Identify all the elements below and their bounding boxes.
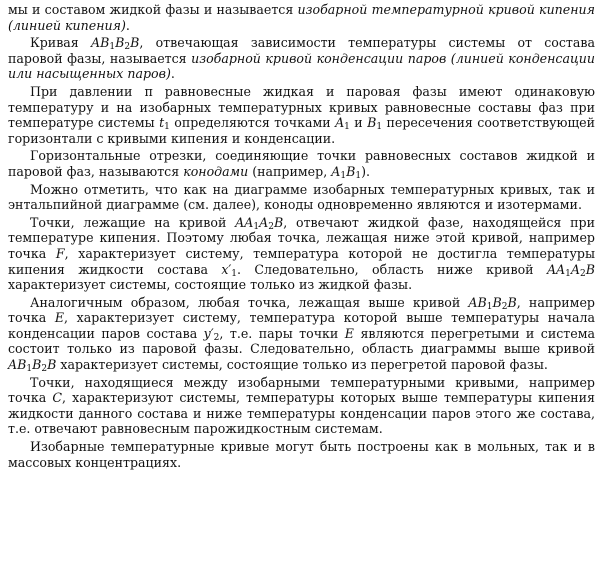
subscript: 2	[124, 42, 131, 53]
text-run: , например точка	[8, 294, 595, 326]
subscript: 1	[376, 122, 383, 133]
text-run: определяются точками	[169, 115, 336, 131]
italic-text: A	[259, 214, 269, 230]
italic-text: B	[492, 294, 502, 310]
subscript: 1	[109, 42, 116, 53]
text-run: , характеризует систему, температура которой не достигла температуры кипения жидкости состава	[8, 245, 595, 277]
subscript: 1	[253, 221, 260, 232]
text-run: являются перегретыми и система состоит только из паровой фазы. Следовательно, область диаграммы выше кривой	[8, 325, 595, 357]
italic-text: E	[54, 310, 65, 326]
italic-text: B	[585, 261, 595, 277]
italic-text: изобарной температурной кривой кипения (линией кипения)	[8, 2, 595, 33]
text-run: Аналогичным образом, любая точка, лежащая выше кривой	[30, 294, 469, 310]
text-run: Точки, находящиеся между изобарными температурными кривыми, например точка	[8, 374, 595, 406]
italic-text: A	[331, 163, 341, 179]
text-run: пересечения соответствующей горизонтали с кривыми кипения и конденсации.	[8, 115, 595, 146]
text-run: При давлении π равновесные жидкая и паровая фазы имеют одинаковую температуру и на изобарных температурных кривых равновесные составы фаз при температуре системы	[8, 83, 595, 131]
subscript: 2	[501, 301, 508, 312]
paragraph	[8, 375, 595, 437]
text-run: Изобарные температурные кривые могут быть построены как в мольных, так и в массовых концентрациях.	[8, 439, 595, 470]
subscript: 1	[164, 122, 170, 133]
text-run: Кривая	[30, 35, 91, 51]
subscript: 2	[268, 221, 274, 232]
paragraph	[8, 84, 595, 146]
italic-text: B	[115, 35, 125, 51]
paragraph	[8, 148, 595, 179]
italic-text: F	[55, 245, 65, 261]
text-run: Горизонтальные отрезки, соединяющие точки равновесных составов жидкой и паровой фаз, называются	[8, 148, 595, 179]
subscript: 2	[41, 364, 48, 375]
text-run: ).	[361, 163, 370, 179]
subscript: 1	[344, 122, 350, 133]
paragraph	[8, 295, 595, 373]
subscript: 1	[486, 301, 493, 312]
text-run: . Следовательно, область ниже кривой	[237, 261, 547, 277]
paragraph	[8, 215, 595, 293]
italic-text: AB	[8, 357, 27, 373]
subscript: 1	[26, 364, 33, 375]
subscript: 1	[565, 268, 571, 279]
paragraph	[8, 439, 595, 470]
italic-text: B	[346, 163, 356, 179]
subscript: 1	[340, 170, 347, 181]
text-run: , отвечают жидкой фазе, находящейся при температуре кипения. Поэтому любая точка, лежащая ниже этой кривой, например точка	[8, 214, 595, 261]
text-run: .	[125, 17, 130, 33]
italic-text: конодами	[183, 163, 249, 179]
subscript: 1	[231, 268, 238, 279]
text-run: и	[349, 115, 368, 131]
text-run: (например,	[248, 163, 332, 179]
italic-text: AA	[546, 261, 566, 277]
paragraph	[8, 35, 595, 82]
text-run: , т.е. пары точки	[219, 325, 345, 341]
italic-text: B	[47, 357, 57, 373]
text-run: , характеризует систему, температура которой выше температуры начала конденсации паров состава	[8, 310, 595, 341]
italic-text: t	[159, 115, 165, 131]
paragraph	[8, 2, 595, 33]
italic-text: B	[367, 115, 377, 131]
text-run: .	[170, 66, 175, 82]
text-run: мы и составом жидкой фазы и называется	[8, 2, 298, 17]
italic-text: B	[32, 357, 42, 373]
italic-text: E	[344, 325, 354, 341]
italic-text: A	[570, 261, 580, 277]
italic-text: изобарной кривой конденсации паров (линией конденсации или насыщенных паров)	[8, 50, 595, 82]
italic-text: y′	[203, 325, 214, 341]
italic-text: AB	[468, 294, 487, 310]
text-run: Точки, лежащие на кривой	[30, 214, 236, 230]
italic-text: AA	[235, 214, 254, 230]
italic-text: C	[52, 390, 62, 406]
subscript: 2	[580, 268, 586, 279]
text-run: Можно отметить, что как на диаграмме изобарных температурных кривых, так и энтальпийной диаграмме (см. далее), коноды одновременно являются и изотермами.	[8, 181, 595, 213]
italic-text: B	[273, 214, 284, 230]
text-run: , отвечающая зависимости температуры системы от состава паровой фазы, называется	[8, 35, 596, 66]
text-run: , характеризуют системы, температуры которых выше температуры кипения жидкости данного состава и ниже температуры конденсации паров этого же состава, т.е. отвечают равновесным парожидкостным системам.	[8, 390, 596, 437]
italic-text: AB	[90, 35, 110, 51]
italic-text: B	[130, 35, 140, 51]
paragraph	[8, 182, 595, 213]
subscript: 2	[213, 332, 220, 343]
text-run: характеризует системы, состоящие только из перегретой паровой фазы.	[56, 357, 548, 373]
italic-text: x′	[221, 261, 232, 277]
subscript: 1	[355, 170, 362, 181]
text-run: характеризует системы, состоящие только из жидкой фазы.	[8, 277, 413, 293]
italic-text: B	[507, 294, 517, 310]
italic-text: A	[335, 115, 345, 131]
